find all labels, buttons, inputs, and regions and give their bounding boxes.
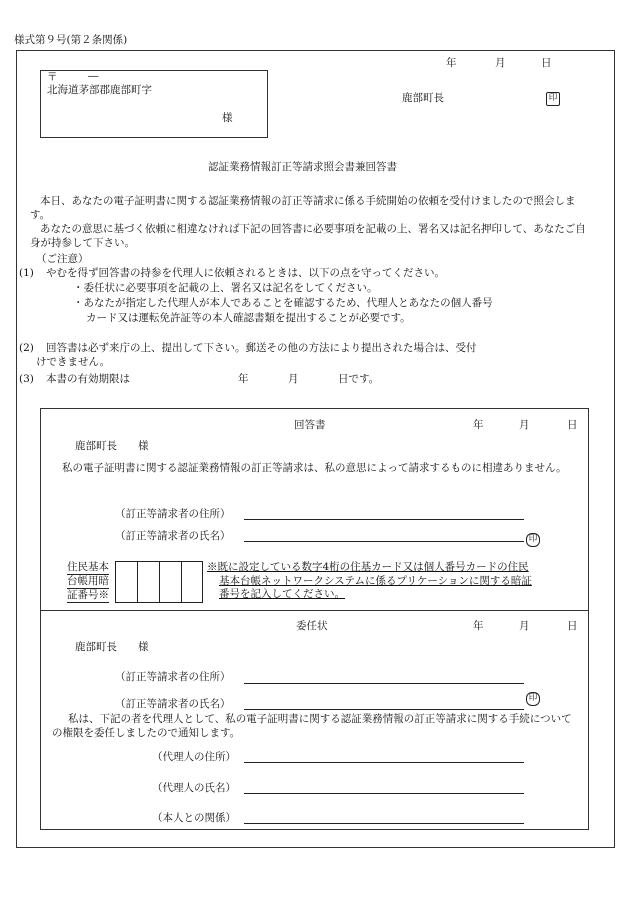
pin-divider [137, 562, 138, 602]
proxy-address-field[interactable] [244, 683, 524, 684]
agent-name-label: （代理人の氏名） [152, 782, 236, 794]
pin-note-line-1: ※既に設定している数字4桁の住基カード又は個人番号カードの住民 [207, 561, 529, 573]
pin-note-line-3: 番号を記入してください。 [219, 588, 345, 600]
answer-seal-icon: 印 [526, 532, 540, 547]
note-heading: （ご注意） [36, 253, 89, 265]
answer-address-field[interactable] [244, 519, 524, 520]
agent-name-field[interactable] [244, 793, 524, 794]
note-1-item-b-cont: カード又は運転免許証等の本人確認書類を提出することが必要です。 [86, 312, 411, 324]
proxy-statement: 私は、下記の者を代理人として、私の電子証明書に関する認証業務情報の訂正等請求に関する手続についての権限を委任しましたので通知します。 [52, 713, 572, 739]
proxy-month: 月 [519, 620, 530, 632]
pin-label [67, 561, 109, 603]
proxy-seal-icon: 印 [526, 691, 540, 706]
note-1-item-a: ・委任状に必要事項を記載の上、署名又は記名をしてください。 [73, 282, 378, 294]
answer-year: 年 [473, 419, 484, 431]
recipient-suffix: 様 [222, 112, 233, 124]
note-2-number: (2) [19, 342, 34, 354]
note-1-text: やむを得ず回答書の持参を代理人に依頼されるときは、以下の点を守ってください。 [46, 267, 445, 279]
postal-dash: ― [88, 70, 99, 82]
pin-divider [159, 562, 160, 602]
answer-name-label: （訂正等請求者の氏名） [115, 530, 231, 542]
proxy-title: 委任状 [296, 620, 328, 632]
pin-label-line-1: 住民基本 [67, 561, 109, 573]
pin-divider [181, 562, 182, 602]
pin-note-line-2: 基本台帳ネットワークシステムに係るプリケーションに関する暗証 [219, 574, 532, 587]
body-paragraph-2: あなたの意思に基づく依頼に相違なければ下記の回答書に必要事項を記載の上、署名又は記名押印して、あなたご自身が持参して下さい。 [30, 223, 586, 249]
document-title: 認証業務情報訂正等請求照会書兼回答書 [208, 161, 397, 173]
pin-label-line-3: 証番号※ [67, 589, 109, 601]
note-3-year: 年 [238, 373, 249, 385]
header-date-month: 月 [495, 57, 506, 69]
proxy-addressee: 鹿部町長 様 [75, 641, 149, 653]
sender-name: 鹿部町長 [402, 92, 444, 104]
note-3-text: 本書の有効期限は [46, 373, 130, 385]
answer-day: 日 [567, 419, 578, 431]
answer-title: 回答書 [294, 419, 326, 431]
header-date-day: 日 [541, 57, 552, 69]
relation-label: （本人との関係） [152, 812, 236, 824]
note-3-month: 月 [288, 373, 299, 385]
note-1-number: (1) [19, 267, 34, 279]
sender-seal-icon: 印 [546, 91, 560, 106]
section-divider [40, 610, 589, 611]
answer-address-label: （訂正等請求者の住所） [115, 508, 231, 520]
pin-note [207, 561, 532, 602]
relation-field[interactable] [244, 823, 524, 824]
address-box [40, 70, 268, 138]
form-number: 様式第９号(第２条関係) [14, 34, 128, 46]
note-2-text: 回答書は必ず来庁の上、提出して下さい。郵送その他の方法により提出された場合は、受付 [46, 342, 477, 354]
body-paragraph-1: 本日、あなたの電子証明書に関する認証業務情報の訂正等請求に係る手続開始の依頼を受付けましたので照会します。 [30, 195, 576, 221]
postal-mark: 〒 [47, 71, 58, 83]
pin-input-boxes[interactable] [115, 561, 203, 603]
note-1-item-b: ・あなたが指定した代理人が本人であることを確認するため、代理人とあなたの個人番号 [73, 297, 493, 309]
agent-address-field[interactable] [244, 762, 524, 763]
answer-month: 月 [519, 419, 530, 431]
note-2-text-cont: けできません。 [36, 356, 111, 368]
header-date-year: 年 [446, 57, 457, 69]
note-3-number: (3) [19, 373, 34, 385]
answer-name-field[interactable] [244, 541, 524, 542]
pin-label-line-2: 台帳用暗 [67, 575, 109, 587]
proxy-name-field[interactable] [244, 709, 524, 710]
proxy-name-label: （訂正等請求者の氏名） [115, 698, 231, 710]
proxy-address-label: （訂正等請求者の住所） [115, 671, 231, 683]
proxy-year: 年 [473, 620, 484, 632]
recipient-address: 北海道茅部郡鹿部町字 [47, 84, 152, 96]
agent-address-label: （代理人の住所） [152, 751, 236, 763]
note-3-day: 日です。 [338, 373, 380, 385]
answer-addressee: 鹿部町長 様 [75, 440, 149, 452]
proxy-day: 日 [567, 620, 578, 632]
answer-statement: 私の電子証明書に関する認証業務情報の訂正等請求は、私の意思によって請求するものに相違ありません。 [62, 462, 567, 474]
